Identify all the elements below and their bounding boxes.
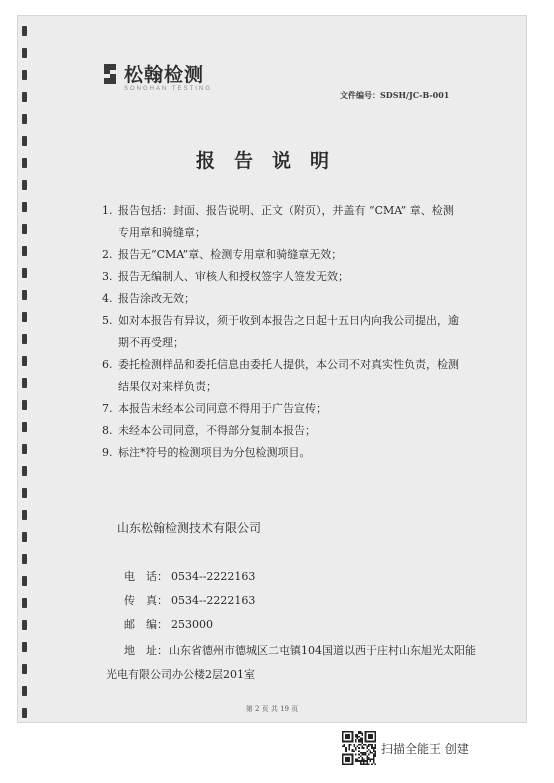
qr-code-icon [342, 731, 376, 765]
item-number: 4. [102, 292, 113, 305]
phone-value: 0534--2222163 [171, 570, 256, 583]
binding-hole [22, 70, 27, 80]
item-text: 如对本报告有异议，须于收到本报告之日起十五日内向我公司提出，逾期不再受理； [118, 314, 459, 349]
fax-value: 0534--2222163 [171, 594, 256, 607]
item-number: 8. [102, 424, 113, 437]
binding-hole [22, 664, 27, 674]
contact-info [124, 565, 255, 637]
list-item [102, 288, 462, 310]
binding-hole [22, 114, 27, 124]
item-number: 7. [102, 402, 113, 415]
list-item [102, 200, 462, 244]
binding-hole [22, 554, 27, 564]
binding-hole [22, 180, 27, 190]
list-item [102, 420, 462, 442]
binding-hole [22, 532, 27, 542]
item-text: 报告无编制人、审核人和授权签字人签发无效； [118, 270, 349, 283]
binding-hole [22, 334, 27, 344]
scanner-watermark: 扫描全能王 创建 [381, 742, 469, 756]
binding-hole [22, 598, 27, 608]
list-item [102, 398, 462, 420]
binding-hole [22, 26, 27, 36]
binding-hole [22, 92, 27, 102]
binding-hole [22, 48, 27, 58]
address-label: 地 址： [124, 644, 168, 657]
binding-hole [22, 576, 27, 586]
postcode-label: 邮 编： [124, 618, 168, 631]
fax-label: 传 真： [124, 594, 168, 607]
binding-hole [22, 268, 27, 278]
item-number: 1. [102, 204, 113, 217]
binding-hole [22, 136, 27, 146]
item-number: 5. [102, 314, 113, 327]
item-number: 9. [102, 446, 113, 459]
binding-hole [22, 510, 27, 520]
address-value: 山东省德州市德城区二屯镇104国道以西于庄村山东旭光太阳能光电有限公司办公楼2层201室 [106, 644, 476, 681]
binding-hole [22, 620, 27, 630]
binding-hole [22, 444, 27, 454]
binding-hole [22, 312, 27, 322]
binding-hole [22, 422, 27, 432]
item-text: 报告无“CMA”章、检测专用章和骑缝章无效； [118, 248, 343, 261]
item-text: 未经本公司同意，不得部分复制本报告； [118, 424, 316, 437]
postcode-value: 253000 [171, 618, 213, 631]
document-page [18, 16, 526, 722]
item-number: 2. [102, 248, 113, 261]
address-row [106, 639, 486, 687]
phone-label: 电 话： [124, 570, 168, 583]
binding-hole [22, 378, 27, 388]
binding-hole [22, 400, 27, 410]
binding-hole [22, 686, 27, 696]
binding-hole [22, 290, 27, 300]
item-text: 委托检测样品和委托信息由委托人提供，本公司不对真实性负责，检测结果仅对来样负责； [118, 358, 459, 393]
list-item [102, 442, 462, 464]
list-item [102, 244, 462, 266]
postcode-row [124, 613, 255, 637]
list-item [102, 310, 462, 354]
item-number: 3. [102, 270, 113, 283]
item-text: 本报告未经本公司同意不得用于广告宣传； [118, 402, 327, 415]
company-name: 山东松翰检测技术有限公司 [117, 521, 262, 535]
binding-hole [22, 224, 27, 234]
logo-mark-icon [102, 62, 120, 86]
binding-hole [22, 246, 27, 256]
notes-list [102, 200, 462, 464]
page-title: 报告说明 [195, 150, 348, 172]
document-number: 文件编号：SDSH/JC-B-001 [340, 90, 450, 100]
binding-holes [18, 16, 36, 722]
binding-hole [22, 642, 27, 652]
logo-chinese-name: 松翰检测 [124, 64, 205, 86]
binding-hole [22, 356, 27, 366]
fax-row [124, 589, 255, 613]
item-number: 6. [102, 358, 113, 371]
binding-hole [22, 466, 27, 476]
list-item [102, 354, 462, 398]
phone-row [124, 565, 255, 589]
page-number: 第 2 页 共 19 页 [245, 705, 299, 713]
item-text: 报告涂改无效； [118, 292, 195, 305]
list-item [102, 266, 462, 288]
item-text: 报告包括：封面、报告说明、正文（附页），并盖有 “CMA” 章、检测专用章和骑缝章； [118, 204, 454, 239]
binding-hole [22, 202, 27, 212]
item-text: 标注*符号的检测项目为分包检测项目。 [118, 446, 311, 459]
logo-english-name: SONGHAN TESTING [124, 86, 212, 92]
binding-hole [22, 488, 27, 498]
